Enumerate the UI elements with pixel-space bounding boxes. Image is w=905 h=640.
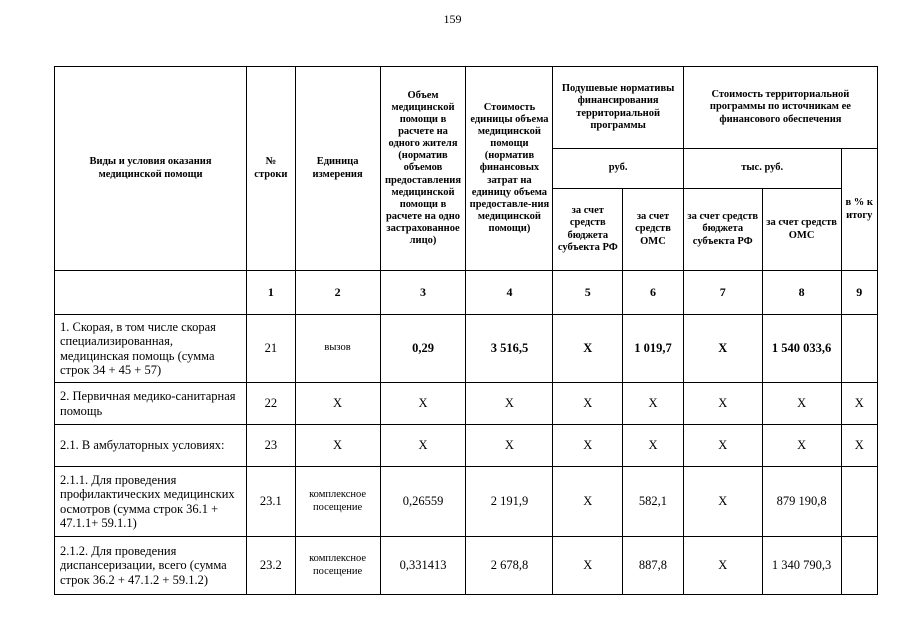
row-volume: X (380, 383, 466, 425)
row-unit: вызов (295, 315, 380, 383)
header-cost: Стоимость единицы объема медицинской помощи (норматив финансовых затрат на единицу объема предоставле-ния медицинской помощи) (466, 67, 553, 271)
row-volume: 0,331413 (380, 537, 466, 595)
row-cost: X (466, 425, 553, 467)
row-oms: 582,1 (623, 467, 684, 537)
row-number: 23 (247, 425, 296, 467)
table-row (55, 467, 878, 537)
row-number: 23.2 (247, 537, 296, 595)
row-number: 21 (247, 315, 296, 383)
header-volume: Объем медицинской помощи в расчете на одного жителя (норматив объемов предоставления медицинской помощи в расчете на одно застрахованное лицо) (380, 67, 466, 271)
row-percent (841, 537, 877, 595)
column-number: 4 (466, 271, 553, 315)
row-oms-thousand: X (762, 383, 841, 425)
column-number: 9 (841, 271, 877, 315)
normatives-table (54, 66, 878, 595)
table-row (55, 315, 878, 383)
row-cost: 2 678,8 (466, 537, 553, 595)
row-oms-thousand: 879 190,8 (762, 467, 841, 537)
row-volume: 0,26559 (380, 467, 466, 537)
header-row-no: № строки (247, 67, 296, 271)
row-volume: X (380, 425, 466, 467)
header-territorial-cost: Стоимость территориальной программы по источникам ее финансового обеспечения (683, 67, 877, 149)
row-budget-thousand: X (683, 467, 762, 537)
row-cost: 2 191,9 (466, 467, 553, 537)
header-budget: за счет средств бюджета субъекта РФ (553, 189, 623, 271)
row-budget: X (553, 425, 623, 467)
column-number: 6 (623, 271, 684, 315)
header-per-capita: Подушевые нормативы финансирования территориальной программы (553, 67, 683, 149)
row-name: 2.1.1. Для проведения профилактических медицинских осмотров (сумма строк 36.1 + 47.1.1+ 59.1.1) (55, 467, 247, 537)
column-number: 7 (683, 271, 762, 315)
column-numbers-row (55, 271, 878, 315)
row-oms: X (623, 425, 684, 467)
row-number: 23.1 (247, 467, 296, 537)
row-unit: X (295, 383, 380, 425)
row-budget: X (553, 537, 623, 595)
column-number: 5 (553, 271, 623, 315)
row-cost: 3 516,5 (466, 315, 553, 383)
row-name: 1. Скорая, в том числе скорая специализированная, медицинская помощь (сумма строк 34 + 45 + 57) (55, 315, 247, 383)
row-percent: X (841, 425, 877, 467)
header-unit: Единица измерения (295, 67, 380, 271)
row-unit: комплексное посещение (295, 537, 380, 595)
row-percent: X (841, 383, 877, 425)
header-percent: в % к итогу (841, 149, 877, 271)
row-oms-thousand: 1 540 033,6 (762, 315, 841, 383)
table-row (55, 425, 878, 467)
row-percent (841, 467, 877, 537)
row-budget-thousand: X (683, 315, 762, 383)
row-budget: X (553, 383, 623, 425)
row-budget-thousand: X (683, 425, 762, 467)
header-thousand-rub: тыс. руб. (683, 149, 841, 189)
column-number: 1 (247, 271, 296, 315)
column-number: 2 (295, 271, 380, 315)
row-budget-thousand: X (683, 383, 762, 425)
column-number: 8 (762, 271, 841, 315)
row-name: 2. Первичная медико-санитарная помощь (55, 383, 247, 425)
column-number-blank (55, 271, 247, 315)
row-budget: X (553, 315, 623, 383)
header-oms: за счет средств ОМС (623, 189, 684, 271)
row-oms: 1 019,7 (623, 315, 684, 383)
row-percent (841, 315, 877, 383)
row-unit: комплексное посещение (295, 467, 380, 537)
row-oms-thousand: 1 340 790,3 (762, 537, 841, 595)
header-type: Виды и условия оказания медицинской помощи (55, 67, 247, 271)
header-oms-thousand: за счет средств ОМС (762, 189, 841, 271)
row-oms-thousand: X (762, 425, 841, 467)
row-budget: X (553, 467, 623, 537)
header-rub: руб. (553, 149, 683, 189)
row-number: 22 (247, 383, 296, 425)
header-budget-thousand: за счет средств бюджета субъекта РФ (683, 189, 762, 271)
row-oms: 887,8 (623, 537, 684, 595)
row-cost: X (466, 383, 553, 425)
row-volume: 0,29 (380, 315, 466, 383)
table-row (55, 537, 878, 595)
page-number: 159 (443, 12, 462, 26)
row-budget-thousand: X (683, 537, 762, 595)
row-oms: X (623, 383, 684, 425)
row-name: 2.1.2. Для проведения диспансеризации, всего (сумма строк 36.2 + 47.1.2 + 59.1.2) (55, 537, 247, 595)
column-number: 3 (380, 271, 466, 315)
table-row (55, 383, 878, 425)
row-unit: X (295, 425, 380, 467)
row-name: 2.1. В амбулаторных условиях: (55, 425, 247, 467)
